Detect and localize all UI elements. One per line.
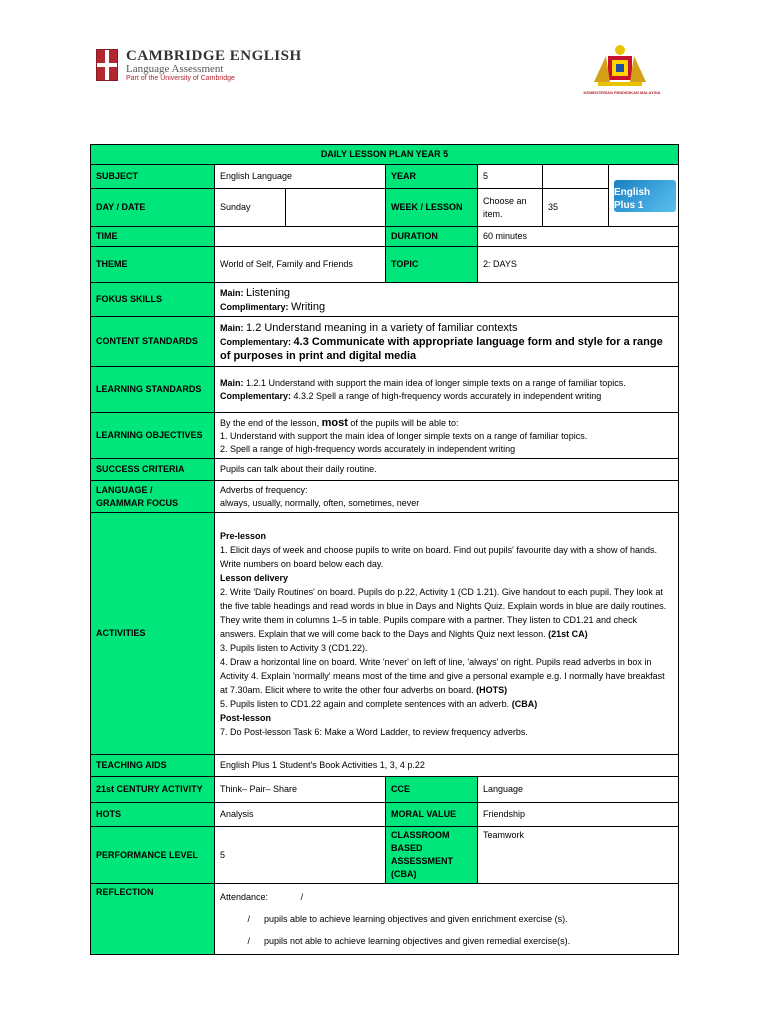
grammar-line-1: Adverbs of frequency: [220, 484, 308, 495]
act-pre-heading: Pre-lesson [220, 530, 267, 541]
theme-value: World of Self, Family and Friends [215, 247, 386, 283]
activity-step: 5. Pupils listen to CD1.22 again and complete sentences with an adverb. [220, 698, 510, 709]
reflection-label: REFLECTION [91, 884, 215, 955]
book-cover-cell [609, 165, 679, 227]
learning-std-comp-label: Complementary: [220, 390, 292, 401]
activity-step: 3. Pupils listen to Activity 3 (CD1.22). [220, 642, 368, 653]
content-comp-label: Complementary: [220, 336, 292, 347]
cce-value: Language [478, 777, 679, 803]
act-post-heading: Post-lesson [220, 712, 272, 723]
year-value: 5 [478, 165, 543, 189]
cba-label: CLASSROOM BASED ASSESSMENT (CBA) [386, 827, 478, 884]
content-main-value: 1.2 Understand meaning in a variety of familiar contexts [246, 321, 518, 334]
logo-line-3: Part of the University of Cambridge [126, 75, 235, 82]
grammar-label-1: LANGUAGE / [96, 484, 153, 495]
success-label: SUCCESS CRITERIA [91, 459, 215, 481]
activity-tag: (HOTS) [476, 684, 508, 695]
lesson-value: 35 [543, 189, 609, 227]
learning-std-comp-value: 4.3.2 Spell a range of high-frequency words accurately in independent writing [293, 390, 602, 401]
aids-label: TEACHING AIDS [91, 755, 215, 777]
day-value: Sunday [215, 189, 286, 227]
book-cover-label: English Plus 1 [614, 186, 651, 211]
objective-item: 1. Understand with support the main idea of longer simple texts on a range of familiar topics. [220, 430, 588, 441]
skills-main-label: Main: [220, 287, 244, 298]
subject-label: SUBJECT [91, 165, 215, 189]
objectives-label: LEARNING OBJECTIVES [91, 413, 215, 459]
learning-std-label: LEARNING STANDARDS [91, 367, 215, 413]
objective-item: 2. Spell a range of high-frequency words accurately in independent writing [220, 443, 516, 454]
content-comp-value: 4.3 Communicate with appropriate language form and style for a range of purposes in print and digital media [220, 335, 663, 362]
book-cover-image [614, 180, 676, 212]
learning-std-value [215, 367, 679, 413]
activity-tag: (CBA) [511, 698, 538, 709]
skills-label: FOKUS SKILLS [91, 283, 215, 317]
act-delivery-heading: Lesson delivery [220, 572, 289, 583]
activity-step: 4. Draw a horizontal line on board. Write 'never' on left of line, 'always' on right. Pupils read adverbs in box in Activity 4. Explain 'normally' means most of the time and give a personal example e.g. I normally have breakfast at 7.30am. Elicit where to write the other four adverbs on board. [220, 656, 665, 695]
skills-comp-value: Writing [291, 300, 326, 313]
activity-tag: (21st CA) [548, 628, 588, 639]
cba-value: Teamwork [478, 827, 679, 884]
content-label: CONTENT STANDARDS [91, 317, 215, 367]
malaysia-emblem-icon [584, 42, 656, 90]
reflection-mark: / [247, 936, 250, 946]
hots-value: Analysis [215, 803, 386, 827]
perf-label: PERFORMANCE LEVEL [91, 827, 215, 884]
aids-value: English Plus 1 Student's Book Activities 1, 3, 4 p.22 [215, 755, 679, 777]
topic-value: 2: DAYS [478, 247, 679, 283]
grammar-label-2: GRAMMAR FOCUS [96, 497, 178, 508]
reflection-line-1: pupils able to achieve learning objectives and given enrichment exercise (s). [264, 914, 568, 924]
attendance-slash: / [300, 892, 304, 902]
grammar-label [91, 481, 215, 513]
learning-std-main-label: Main: [220, 377, 244, 388]
topic-label: TOPIC [386, 247, 478, 283]
grammar-value [215, 481, 679, 513]
activities-value [215, 513, 679, 755]
date-value [286, 189, 386, 227]
reflection-line-2: pupils not able to achieve learning objectives and given remedial exercise(s). [264, 936, 571, 946]
time-value [215, 227, 386, 247]
duration-label: DURATION [386, 227, 478, 247]
content-value [215, 317, 679, 367]
reflection-value [215, 884, 679, 955]
cambridge-logo [96, 48, 302, 82]
century-value: Think– Pair– Share [215, 777, 386, 803]
time-label: TIME [91, 227, 215, 247]
cce-label: CCE [386, 777, 478, 803]
activity-step: 1. Elicit days of week and choose pupils to write on board. Find out pupils' favourite day with a show of hands. Write numbers on board below each day. [220, 544, 657, 569]
activities-label: ACTIVITIES [91, 513, 215, 755]
hots-label: HOTS [91, 803, 215, 827]
year-extra [543, 165, 609, 189]
cambridge-shield-icon [96, 49, 118, 81]
year-label: YEAR [386, 165, 478, 189]
emblem-caption: KEMENTERIAN PENDIDIKAN MALAYSIA [583, 90, 661, 95]
learning-std-main-value: 1.2.1 Understand with support the main idea of longer simple texts on a range of familiar topics. [246, 377, 626, 388]
logo-line-1: CAMBRIDGE ENGLISH [126, 48, 302, 64]
attendance-label: Attendance: [220, 892, 269, 902]
objectives-intro-most: most [321, 416, 348, 429]
week-dropdown[interactable]: Choose an item. [478, 189, 543, 227]
objectives-intro-b: of the pupils will be able to: [350, 417, 459, 428]
grammar-line-2: always, usually, normally, often, sometimes, never [220, 497, 420, 508]
skills-comp-label: Complimentary: [220, 301, 289, 312]
subject-value: English Language [215, 165, 386, 189]
success-value: Pupils can talk about their daily routine. [215, 459, 679, 481]
skills-main-value: Listening [246, 286, 291, 299]
moral-value: Friendship [478, 803, 679, 827]
century-label: 21st CENTURY ACTIVITY [91, 777, 215, 803]
objectives-value [215, 413, 679, 459]
skills-value [215, 283, 679, 317]
moral-label: MORAL VALUE [386, 803, 478, 827]
objectives-intro-a: By the end of the lesson, [220, 417, 320, 428]
plan-title: DAILY LESSON PLAN YEAR 5 [91, 145, 679, 165]
lesson-plan-table [90, 144, 679, 955]
day-label: DAY / DATE [91, 189, 215, 227]
week-label: WEEK / LESSON [386, 189, 478, 227]
perf-value: 5 [215, 827, 386, 884]
activity-step: 2. Write 'Daily Routines' on board. Pupils do p.22, Activity 1 (CD 1.21). Give handout to each pupil. They look at the five table headings and read words in blue in Days and Nights Quiz. Explain words in blue are daily routines. They write them in columns 1–5 in table. Pupils compare with a partner. They listen to CD1.21 and check answers. Explain that we will come back to the Days and Nights Quiz next lesson. [220, 586, 667, 639]
theme-label: THEME [91, 247, 215, 283]
activity-step: 7. Do Post-lesson Task 6: Make a Word Ladder, to review frequency adverbs. [220, 726, 528, 737]
reflection-mark: / [247, 914, 250, 924]
content-main-label: Main: [220, 322, 244, 333]
duration-value: 60 minutes [478, 227, 679, 247]
logo-line-2: Language Assessment [126, 63, 224, 75]
